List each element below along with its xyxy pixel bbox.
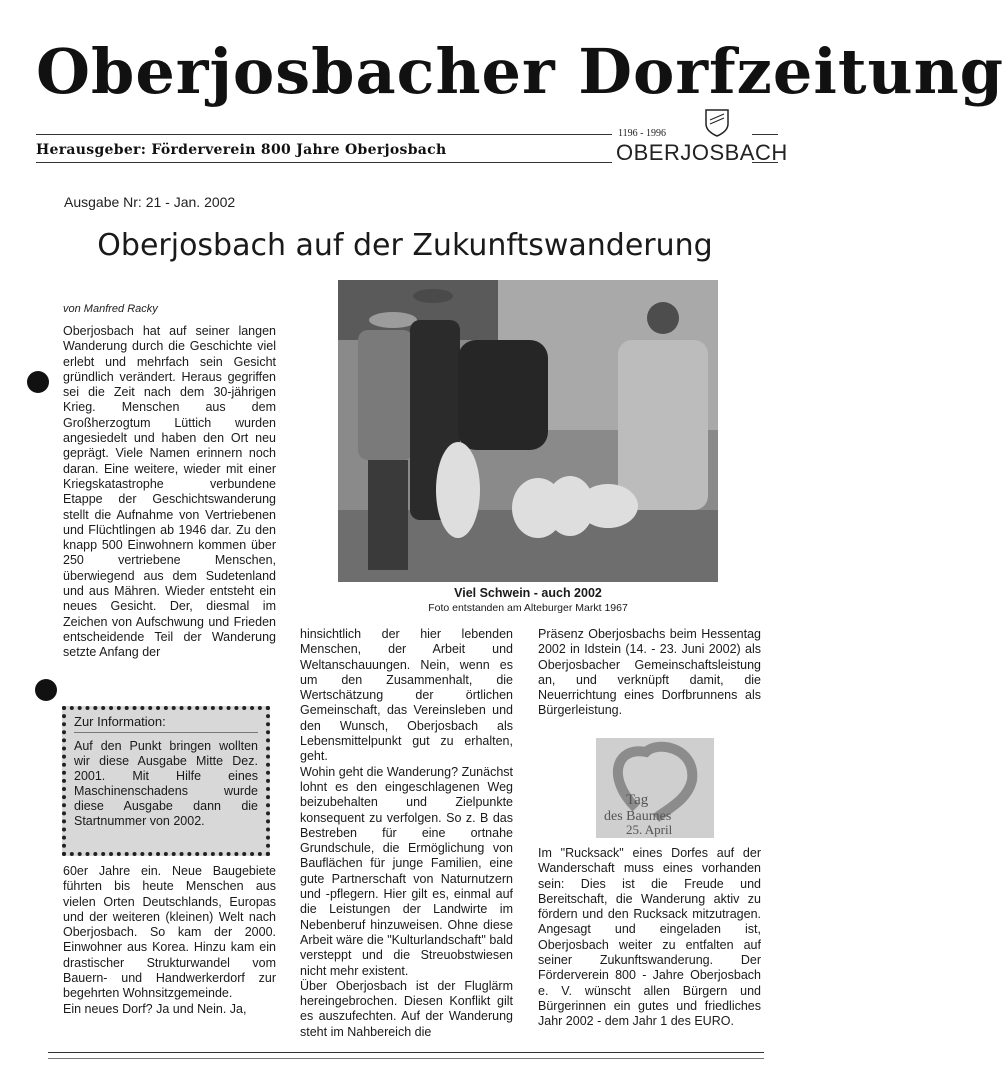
article-photo — [338, 280, 718, 582]
photo-caption-subtitle: Foto entstanden am Alteburger Markt 1967 — [428, 602, 628, 614]
column-1-paragraph: Ein neues Dorf? Ja und Nein. Ja, — [63, 1001, 247, 1016]
footer-rule — [48, 1052, 764, 1053]
punch-hole — [35, 679, 57, 701]
photo-caption-title: Viel Schwein - auch 2002 — [454, 586, 602, 600]
column-3-bottom — [538, 846, 761, 1030]
column-1-top — [63, 324, 276, 661]
column-1-bottom — [63, 864, 276, 1017]
publisher-line: Herausgeber: Förderverein 800 Jahre Oberjosbach — [36, 142, 447, 158]
column-3-top — [538, 627, 761, 719]
column-2-paragraph: Über Oberjosbach ist der Fluglärm hereingebrochen. Diesen Konflikt gilt es auszufechten. Auf der Wanderung steht im Nahbereich die — [300, 978, 513, 1039]
masthead-title: Oberjosbacher Dorfzeitung — [36, 35, 1004, 108]
badge-line-3: 25. April — [626, 822, 673, 837]
column-2-paragraph: Wohin geht die Wanderung? Zunächst lohnt es den eingeschlagenen Weg beizubehalten und Zielpunkte konsequent zu verfolgen. So z. B das Bestreben für eine ortnahe Grundschule, die Ermöglichung von Bauflächen für junge Familien, eine gute Partnerschaft von Naturnutzern und -pflegern. Hier gilt es, einmal auf die Leistungen der Landwirte im Nebenberuf hinzuweisen. Ohne diese Arbeit wäre die "Kulturlandschaft" bald versteppt und die Streuobstwiesen nicht mehr existent. — [300, 764, 513, 978]
masthead-rule — [36, 134, 612, 135]
article-headline: Oberjosbach auf der Zukunftswanderung — [97, 228, 713, 263]
byline: von Manfred Racky — [63, 303, 158, 315]
crest-icon — [704, 108, 730, 138]
column-2 — [300, 627, 513, 1040]
logo-rule — [752, 134, 778, 135]
badge-line-1: Tag — [626, 792, 649, 808]
column-1-paragraph: Oberjosbach hat auf seiner langen Wanderung durch die Geschichte viel erlebt und mehrfach sein Gesicht gründlich verändert. Heraus gegriffen sei die Zeit nach dem 30-jährigen Krieg. Menschen aus dem Großherzogtum Lüttich wurden angesiedelt und haben den Ort neu geprägt. Viele Namen erinnern noch daran. Eine weitere, wieder mit einer Kriegskatastrophe verbundene Etappe der Geschichtswanderung stellt die Aufnahme von Vertriebenen und Flüchtlingen ab 1946 dar. Zu den knapp 500 Einwohnern kommen über 250 vertriebene Menschen, überwiegend aus dem Sudetenland und aus Mähren. Wieder entsteht ein neues Gesicht. Der, diesmal im Zeichen von Aufschwung und Frieden entscheidende Teil der Wanderung setzte Anfang der — [63, 324, 276, 660]
footer-rule — [48, 1058, 764, 1059]
photo-caption — [338, 586, 718, 614]
masthead-rule-bottom — [36, 162, 612, 163]
info-box-title: Zur Information: — [74, 714, 258, 733]
punch-hole — [27, 371, 49, 393]
tag-des-baumes-badge — [596, 738, 714, 838]
logo-years: 1196 - 1996 — [618, 128, 666, 139]
column-3-paragraph: Im "Rucksack" eines Dorfes auf der Wanderschaft muss eines vorhanden sein: Dies ist die Freude und Bereitschaft, die Wanderung aktiv zu fördern und den Rucksack mitzutragen. Angesagt und eingeladen ist, Oberjosbach weiter zu entfalten auf seiner Zukunftswanderung. Der Förderverein 800 - Jahre Oberjosbach e. V. wünscht allen Bürgern und Bürgerinnen ein gutes und friedliches Jahr 2002 - dem Jahr 1 des EURO. — [538, 846, 761, 1029]
column-3-paragraph: Präsenz Oberjosbachs beim Hessentag 2002 in Idstein (14. - 23. Juni 2002) als Oberjosbacher Gemeinschaftsleistung an, und verknüpft damit, die Neuerrichtung eines Dorfbrunnens als Bürgerleistung. — [538, 627, 761, 718]
badge-line-2: des Baumes — [604, 809, 672, 824]
logo-name: OBERJOSBACH — [616, 140, 788, 165]
info-box — [62, 706, 270, 856]
issue-number: Ausgabe Nr: 21 - Jan. 2002 — [64, 194, 236, 210]
column-1-paragraph: 60er Jahre ein. Neue Baugebiete führten bis heute Menschen aus vielen Orten Deutschlands, Europas und der weiteren (kleinen) Welt nach Oberjosbach. So kam der 2000. Einwohner aus Korea. Hinzu kam ein drastischer Strukturwandel vom Bauern- und Handwerkerdorf zur begehrten Wohnsitzgemeinde. — [63, 864, 276, 1001]
info-box-text: Auf den Punkt bringen wollten wir diese Ausgabe Mitte Dez. 2001. Mit Hilfe eines Maschinenschadens wurde diese Ausgabe dann die Startnummer von 2002. — [74, 739, 258, 828]
column-2-paragraph: hinsichtlich der hier lebenden Menschen, der Arbeit und Weltanschauungen. Nein, wenn es um den Zusammenhalt, die Wertschätzung der örtlichen Gemeinschaft, das Vereinsleben und den Wunsch, Oberjosbach als Lebensmittelpunkt gut zu erhalten, geht. — [300, 627, 513, 764]
